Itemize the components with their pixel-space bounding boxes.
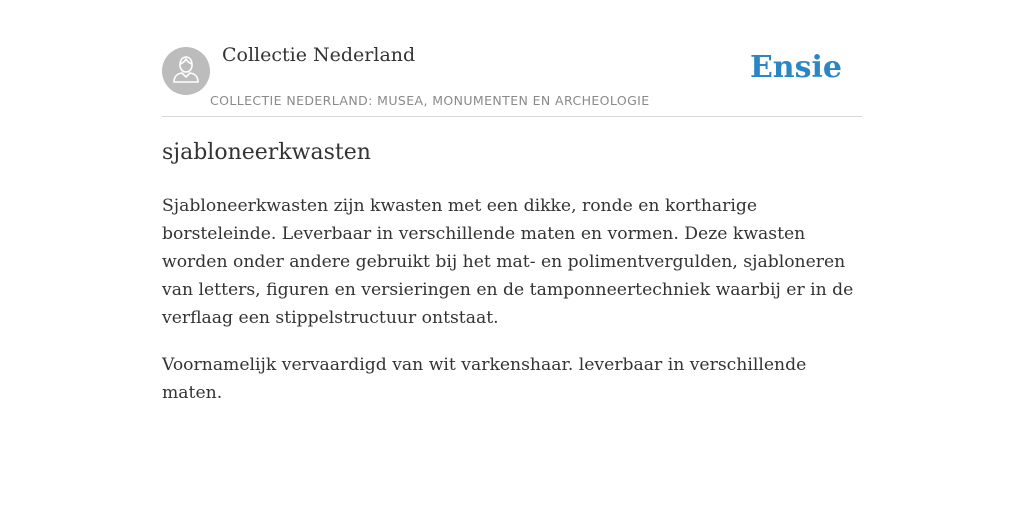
avatar[interactable] xyxy=(162,47,210,95)
user-icon xyxy=(172,54,200,89)
article-body xyxy=(162,192,862,426)
page-title: sjabloneerkwasten xyxy=(162,140,371,165)
author-subtitle: COLLECTIE NEDERLAND: MUSEA, MONUMENTEN EN ARCHEOLOGIE xyxy=(210,93,650,108)
author-name[interactable]: Collectie Nederland xyxy=(222,44,416,66)
page xyxy=(162,0,862,403)
ensie-logo[interactable]: Ensie xyxy=(749,50,842,85)
header xyxy=(162,0,862,117)
article-paragraph: Voornamelijk vervaardigd van wit varkenshaar. leverbaar in verschillende maten. xyxy=(162,355,807,403)
article-paragraph: Sjabloneerkwasten zijn kwasten met een dikke, ronde en kortharige borsteleinde. Leverbaar in verschillende maten en vormen. Deze kwasten worden onder andere gebruikt bij het mat- en polimentvergulden, sjabloneren van letters, figuren en versieringen en de tamponneertechniek waarbij er in de verflaag een stippelstructuur ontstaat. xyxy=(162,196,854,328)
